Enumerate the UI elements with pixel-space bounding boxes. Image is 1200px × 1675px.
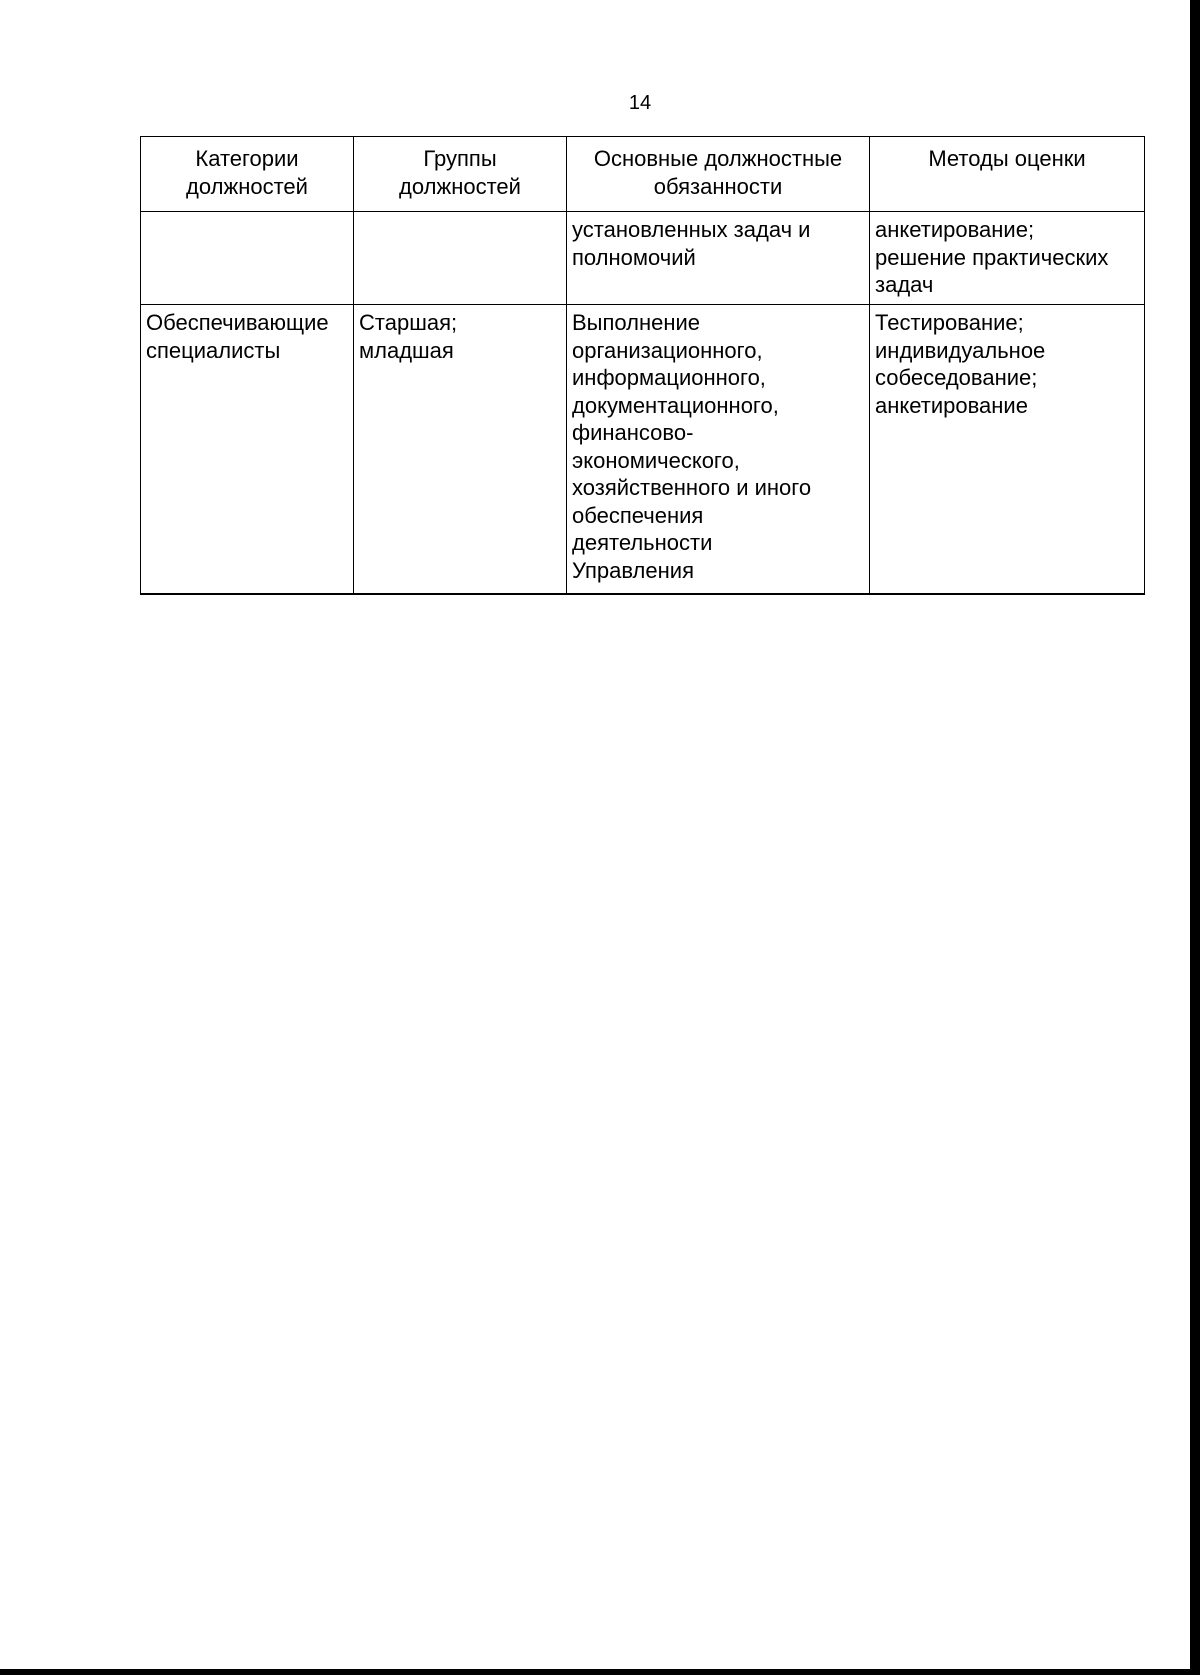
header-categories: Категории должностей bbox=[141, 137, 354, 212]
page-number: 14 bbox=[628, 92, 652, 114]
scan-border-bottom bbox=[0, 1669, 1200, 1675]
table-header-row bbox=[141, 137, 1145, 212]
header-methods: Методы оценки bbox=[870, 137, 1145, 212]
header-groups: Группы должностей bbox=[354, 137, 567, 212]
cell-duties: установленных задач и полномочий bbox=[567, 212, 870, 305]
header-duties: Основные должностные обязанности bbox=[567, 137, 870, 212]
cell-category bbox=[141, 212, 354, 305]
cell-methods: анкетирование; решение практических задач bbox=[870, 212, 1145, 305]
cell-category: Обеспечивающие специалисты bbox=[141, 305, 354, 595]
positions-table bbox=[140, 136, 1145, 595]
table-row bbox=[141, 305, 1145, 595]
cell-methods: Тестирование; индивидуальное собеседование; анкетирование bbox=[870, 305, 1145, 595]
cell-duties: Выполнение организационного, информационного, документационного, финансово- экономического, хозяйственного и иного обеспечения деятельности Управления bbox=[567, 305, 870, 595]
cell-group: Старшая; младшая bbox=[354, 305, 567, 595]
cell-group bbox=[354, 212, 567, 305]
table-row bbox=[141, 212, 1145, 305]
scan-border-right bbox=[1190, 0, 1200, 1675]
